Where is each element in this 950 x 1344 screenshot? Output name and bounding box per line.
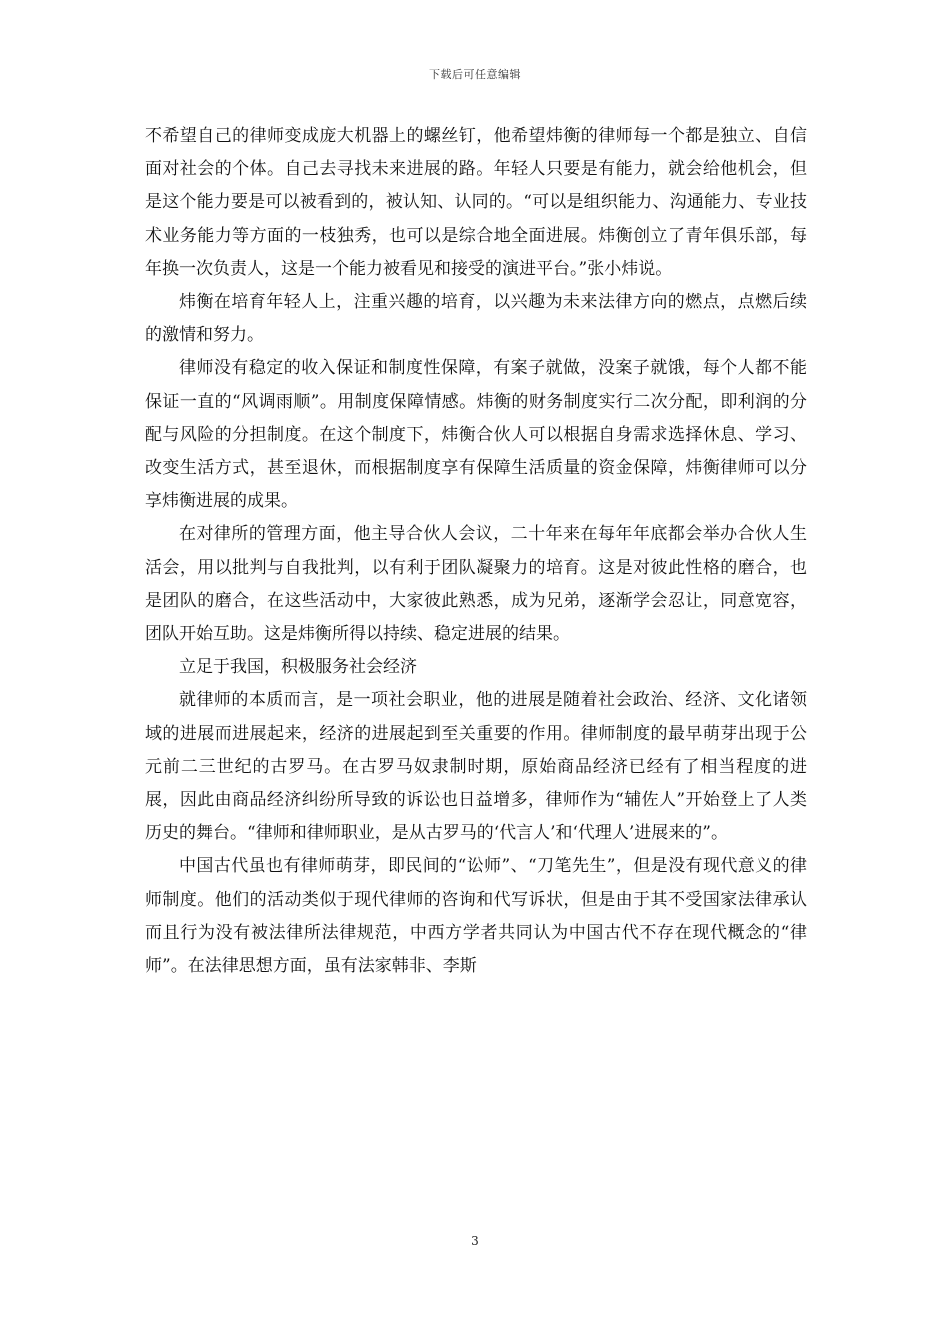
paragraph: 炜衡在培育年轻人上，注重兴趣的培育，以兴趣为未来法律方向的燃点，点燃后续的激情和努力。 — [145, 292, 807, 346]
paragraph: 中国古代虽也有律师萌芽，即民间的“讼师”、“刀笔先生”，但是没有现代意义的律师制度。他们的活动类似于现代律师的咨询和代写诉状，但是由于其不受国家法律承认而且行为没有被法律所法律规范，中西方学者共同认为中国古代不存在现代概念的“律师”。在法律思想方面，虽有法家韩非、李斯 — [145, 856, 807, 977]
page-number: 3 — [471, 1234, 479, 1248]
paragraph: 在对律所的管理方面，他主导合伙人会议，二十年来在每年年底都会举办合伙人生活会，用以批判与自我批判，以有利于团队凝聚力的培育。这是对彼此性格的磨合，也是团队的磨合，在这些活动中，大家彼此熟悉，成为兄弟，逐渐学会忍让，同意宽容，团队开始互助。这是炜衡所得以持续、稳定进展的结果。 — [145, 524, 807, 645]
section-heading: 立足于我国，积极服务社会经济 — [179, 657, 417, 678]
paragraph: 律师没有稳定的收入保证和制度性保障，有案子就做，没案子就饿，每个人都不能保证一直的“风调雨顺”。用制度保障情感。炜衡的财务制度实行二次分配，即利润的分配与风险的分担制度。在这个制度下，炜衡合伙人可以根据自身需求选择休息、学习、改变生活方式，甚至退休，而根据制度享有保障生活质量的资金保障，炜衡律师可以分享炜衡进展的成果。 — [145, 358, 807, 512]
document-body — [145, 120, 807, 983]
paragraph: 就律师的本质而言，是一项社会职业，他的进展是随着社会政治、经济、文化诸领域的进展而进展起来，经济的进展起到至关重要的作用。律师制度的最早萌芽出现于公元前二三世纪的古罗马。在古罗马奴隶制时期，原始商品经济已经有了相当程度的进展，因此由商品经济纠纷所导致的诉讼也日益增多，律师作为“辅佐人”开始登上了人类历史的舞台。“律师和律师职业，是从古罗马的‘代言人’和‘代理人’进展来的”。 — [145, 690, 807, 844]
page-header: 下载后可任意编辑 — [429, 68, 521, 81]
paragraph-continued: 不希望自己的律师变成庞大机器上的螺丝钉，他希望炜衡的律师每一个都是独立、自信面对社会的个体。自己去寻找未来进展的路。年轻人只要是有能力，就会给他机会，但是这个能力要是可以被看到的，被认知、认同的。“可以是组织能力、沟通能力、专业技术业务能力等方面的一枝独秀，也可以是综合地全面进展。炜衡创立了青年俱乐部，每年换一次负责人，这是一个能力被看见和接受的演进平台。”张小炜说。 — [145, 126, 807, 279]
